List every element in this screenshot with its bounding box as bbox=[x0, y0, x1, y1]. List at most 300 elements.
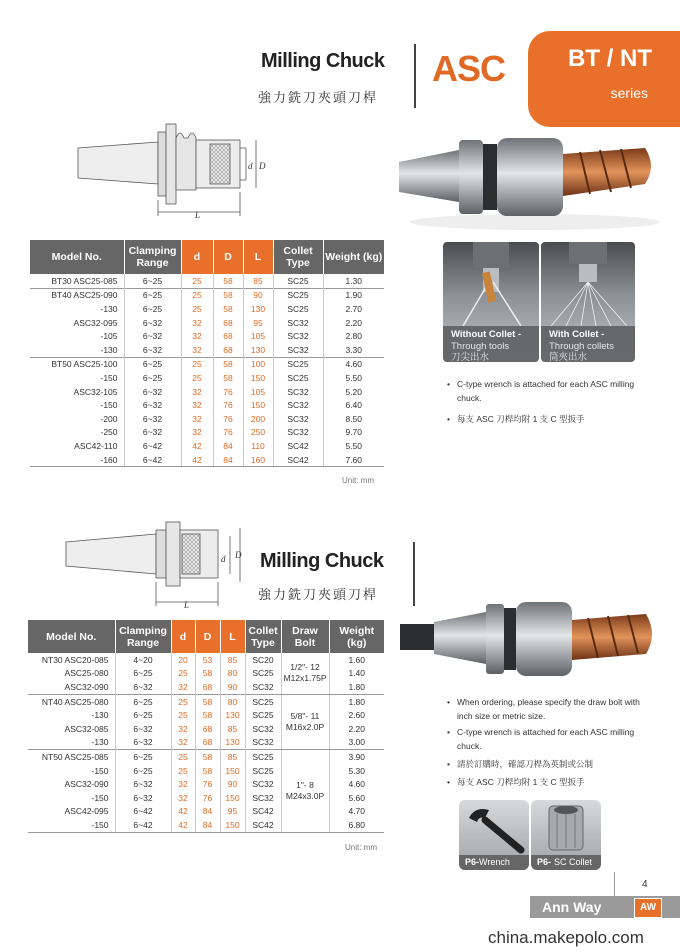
table-cell: 85 bbox=[220, 653, 245, 667]
table-cell: 90 bbox=[220, 777, 245, 791]
accessory-code: P6- bbox=[537, 857, 552, 867]
table-cell: 6~32 bbox=[115, 791, 171, 805]
th-weight: Weight (kg) bbox=[329, 620, 384, 653]
c-wrench-icon bbox=[459, 800, 529, 855]
th-collet: Collet Type bbox=[273, 240, 323, 274]
table-cell: 76 bbox=[213, 398, 243, 412]
draw-bolt-metric: M12x1.75P bbox=[283, 673, 327, 684]
series-tab bbox=[528, 31, 680, 127]
table-cell: 20 bbox=[171, 653, 195, 667]
accessory-code: P6- bbox=[465, 857, 480, 867]
nt-technical-drawing bbox=[58, 516, 258, 612]
table-cell: 68 bbox=[195, 722, 220, 736]
table-cell: -150 bbox=[28, 818, 115, 832]
draw-bolt-metric: M16x2.0P bbox=[285, 721, 325, 732]
table-cell: -130 bbox=[91, 737, 109, 748]
company-name: Ann Way bbox=[542, 899, 602, 915]
table-cell: 58 bbox=[213, 274, 243, 288]
table-row bbox=[30, 385, 384, 399]
table-cell: 130 bbox=[243, 343, 273, 357]
table-cell: 6~25 bbox=[124, 371, 181, 385]
table-cell: 3.30 bbox=[323, 343, 384, 357]
draw-bolt-inch: 1"- 8 bbox=[296, 779, 314, 790]
draw-bolt-cell bbox=[281, 750, 329, 833]
series-main: BT / NT bbox=[568, 45, 652, 72]
table-cell: 32 bbox=[181, 385, 213, 399]
table-cell: 68 bbox=[195, 736, 220, 750]
page-number: 4 bbox=[642, 879, 648, 890]
table-row bbox=[28, 750, 384, 764]
table-cell: 6~25 bbox=[115, 694, 171, 708]
table-cell: 105 bbox=[243, 329, 273, 343]
table-row bbox=[28, 818, 384, 832]
unit-label-1: Unit: mm bbox=[342, 476, 374, 485]
table-cell: SC25 bbox=[273, 302, 323, 316]
company-logo-icon: AW bbox=[634, 898, 662, 918]
table-cell: 1.30 bbox=[323, 274, 384, 288]
table-cell: 5.50 bbox=[323, 371, 384, 385]
table-cell: 105 bbox=[243, 385, 273, 399]
table-cell: 25 bbox=[181, 302, 213, 316]
table-cell: 6~25 bbox=[124, 274, 181, 288]
table-cell: 2.70 bbox=[323, 302, 384, 316]
table-cell: 68 bbox=[213, 329, 243, 343]
table-cell: 6~42 bbox=[115, 818, 171, 832]
table-cell: 200 bbox=[243, 412, 273, 426]
table-cell: 68 bbox=[213, 343, 243, 357]
table-cell: -200 bbox=[100, 413, 118, 424]
table-cell: 1.80 bbox=[329, 694, 384, 708]
table-cell: 42 bbox=[181, 453, 213, 467]
table-cell: 6~32 bbox=[115, 722, 171, 736]
table-row bbox=[28, 736, 384, 750]
table-cell: 58 bbox=[195, 750, 220, 764]
table-cell: 100 bbox=[243, 357, 273, 371]
table-cell: BT40 ASC25-090 bbox=[30, 288, 124, 302]
accessory-name: SC Collet bbox=[554, 857, 593, 867]
table-cell: ASC32-090 bbox=[64, 779, 109, 790]
table-cell: 42 bbox=[171, 805, 195, 819]
table-cell: 76 bbox=[213, 412, 243, 426]
accessory-collet-label bbox=[531, 855, 601, 870]
table-cell: 80 bbox=[220, 667, 245, 681]
sc-collet-icon bbox=[531, 800, 601, 855]
caption-line2: 筒夾出水 bbox=[549, 352, 588, 362]
table-cell: SC25 bbox=[245, 764, 281, 778]
table-cell: 58 bbox=[195, 708, 220, 722]
table-cell: 53 bbox=[195, 653, 220, 667]
table-cell: 76 bbox=[213, 426, 243, 440]
table-row bbox=[28, 791, 384, 805]
dim-D: D bbox=[235, 550, 242, 560]
table-cell: 58 bbox=[213, 288, 243, 302]
table-cell: SC42 bbox=[245, 805, 281, 819]
table-row bbox=[28, 777, 384, 791]
draw-bolt-metric: M24x3.0P bbox=[285, 790, 325, 801]
caption-line2: 刀尖出水 bbox=[451, 352, 490, 362]
table-cell: 68 bbox=[213, 316, 243, 330]
table-cell: 150 bbox=[220, 791, 245, 805]
coolant-spray-icon bbox=[541, 242, 635, 326]
th-L: L bbox=[220, 620, 245, 653]
accessory-wrench-label bbox=[459, 855, 529, 870]
table-row bbox=[28, 680, 384, 694]
note-text: When ordering, please specify the draw bolt with inch size or metric size. bbox=[457, 697, 640, 721]
table-row bbox=[28, 708, 384, 722]
table-cell: 7.60 bbox=[323, 453, 384, 467]
table-cell: 6~32 bbox=[115, 777, 171, 791]
table-cell: 6~25 bbox=[124, 302, 181, 316]
th-draw-bolt: Draw Bolt bbox=[281, 620, 329, 653]
table-cell: 6~32 bbox=[124, 343, 181, 357]
th-model: Model No. bbox=[28, 620, 115, 653]
table-cell: 130 bbox=[220, 736, 245, 750]
unit-label-2: Unit: mm bbox=[345, 843, 377, 852]
table-cell: 6~32 bbox=[124, 329, 181, 343]
note-bottom-1 bbox=[447, 695, 642, 723]
nt-chuck-photo bbox=[396, 598, 666, 684]
dim-L: L bbox=[195, 210, 201, 220]
table-cell: 150 bbox=[243, 398, 273, 412]
table-cell: 6~42 bbox=[124, 439, 181, 453]
table-cell: -130 bbox=[100, 344, 118, 355]
table-cell: BT50 ASC25-100 bbox=[30, 357, 124, 371]
caption-line1: Through collets bbox=[549, 341, 614, 352]
table-cell: 6~32 bbox=[124, 426, 181, 440]
bt-technical-drawing bbox=[70, 120, 270, 220]
table-row bbox=[28, 667, 384, 681]
table-cell: 5.60 bbox=[329, 791, 384, 805]
table-cell: NT50 ASC25-085 bbox=[28, 750, 115, 764]
section2-subtitle: 強力銑刀夾頭刀桿 bbox=[258, 588, 379, 603]
table-cell: 6~32 bbox=[115, 736, 171, 750]
section2-title: Milling Chuck bbox=[260, 550, 384, 572]
bullet-icon: • bbox=[447, 759, 450, 769]
table-cell: 42 bbox=[181, 439, 213, 453]
table-cell: NT40 ASC25-080 bbox=[28, 694, 115, 708]
table-cell: 25 bbox=[181, 274, 213, 288]
table-cell: 58 bbox=[213, 302, 243, 316]
table-cell: 25 bbox=[181, 357, 213, 371]
table-cell: 6.80 bbox=[329, 818, 384, 832]
table-row bbox=[30, 426, 384, 440]
note-text: 每支 ASC 刀桿均附 1 支 C 型扳手 bbox=[457, 777, 585, 787]
note-text: 每支 ASC 刀桿均附 1 支 C 型扳手 bbox=[457, 414, 585, 424]
table-cell: SC25 bbox=[245, 708, 281, 722]
table-cell: SC32 bbox=[245, 777, 281, 791]
table-cell: 32 bbox=[171, 680, 195, 694]
table-row bbox=[30, 439, 384, 453]
table-cell: 32 bbox=[181, 316, 213, 330]
note-bottom-2 bbox=[447, 725, 642, 753]
th-collet: Collet Type bbox=[245, 620, 281, 653]
table-cell: 85 bbox=[243, 274, 273, 288]
table-cell: 4.60 bbox=[329, 777, 384, 791]
table-cell: 32 bbox=[171, 722, 195, 736]
draw-bolt-cell bbox=[281, 694, 329, 749]
th-model: Model No. bbox=[30, 240, 124, 274]
table-cell: SC42 bbox=[273, 439, 323, 453]
table-cell: 1.40 bbox=[329, 667, 384, 681]
th-d: d bbox=[171, 620, 195, 653]
table-row bbox=[30, 302, 384, 316]
table-cell: SC32 bbox=[245, 736, 281, 750]
table-cell: SC42 bbox=[245, 818, 281, 832]
table-row bbox=[30, 274, 384, 288]
table-cell: 6~32 bbox=[124, 316, 181, 330]
table-cell: 2.60 bbox=[329, 708, 384, 722]
table-cell: 150 bbox=[220, 818, 245, 832]
table-cell: SC25 bbox=[245, 694, 281, 708]
table-cell: 6~32 bbox=[124, 385, 181, 399]
bt-chuck-photo bbox=[395, 122, 665, 232]
table-cell: 1.80 bbox=[329, 680, 384, 694]
table-row bbox=[30, 371, 384, 385]
table-cell: -160 bbox=[30, 453, 124, 467]
draw-bolt-inch: 5/8"- 11 bbox=[290, 710, 320, 721]
table-cell: 130 bbox=[220, 708, 245, 722]
table-cell: 84 bbox=[195, 818, 220, 832]
table-cell: 1.60 bbox=[329, 653, 384, 667]
table-cell: SC32 bbox=[245, 680, 281, 694]
dim-D: D bbox=[259, 161, 266, 171]
table-cell: ASC32-095 bbox=[73, 317, 118, 328]
note-bottom-3 bbox=[447, 757, 642, 771]
table-cell: -150 bbox=[91, 765, 109, 776]
table-cell: 6~32 bbox=[124, 398, 181, 412]
table-row bbox=[30, 398, 384, 412]
photo-with-collet bbox=[541, 242, 635, 362]
note-bottom-4 bbox=[447, 775, 642, 789]
table-cell: SC32 bbox=[273, 343, 323, 357]
table-cell: 5.50 bbox=[323, 439, 384, 453]
table-cell: NT30 ASC20-085 bbox=[41, 654, 109, 665]
table-cell: -130 bbox=[100, 303, 118, 314]
table-cell: 76 bbox=[195, 791, 220, 805]
table-cell: 4.70 bbox=[329, 805, 384, 819]
th-weight: Weight (kg) bbox=[323, 240, 384, 274]
table-cell: SC32 bbox=[273, 412, 323, 426]
table-cell: 6~25 bbox=[115, 750, 171, 764]
brand-asc: ASC bbox=[432, 48, 506, 89]
bullet-icon: • bbox=[447, 697, 450, 707]
table-cell: 25 bbox=[171, 764, 195, 778]
table-cell: 25 bbox=[171, 750, 195, 764]
table-cell: SC25 bbox=[245, 667, 281, 681]
note-text: C-type wrench is attached for each ASC milling chuck. bbox=[457, 379, 635, 403]
accessory-collet bbox=[531, 800, 601, 870]
table-cell: 6~25 bbox=[115, 667, 171, 681]
table-row bbox=[30, 316, 384, 330]
table-cell: 6~25 bbox=[115, 764, 171, 778]
table-cell: SC32 bbox=[245, 791, 281, 805]
table-cell: SC25 bbox=[273, 274, 323, 288]
th-D: D bbox=[195, 620, 220, 653]
caption-heading: With Collet - bbox=[549, 329, 605, 340]
caption-line1: Through tools bbox=[451, 341, 510, 352]
bullet-icon: • bbox=[447, 414, 450, 424]
table-cell: 250 bbox=[243, 426, 273, 440]
table-cell: SC20 bbox=[245, 653, 281, 667]
table-cell: -150 bbox=[100, 400, 118, 411]
table-row bbox=[30, 288, 384, 302]
table-cell: 58 bbox=[195, 667, 220, 681]
table-cell: 6~32 bbox=[124, 412, 181, 426]
table-cell: 5.20 bbox=[323, 385, 384, 399]
coolant-tool-icon bbox=[443, 242, 539, 326]
table-row bbox=[30, 412, 384, 426]
table-cell: 95 bbox=[220, 805, 245, 819]
table-cell: ASC32-090 bbox=[64, 681, 109, 692]
table-cell: 80 bbox=[220, 694, 245, 708]
th-d: d bbox=[181, 240, 213, 274]
table-cell: 25 bbox=[181, 288, 213, 302]
caption-with-collet bbox=[541, 326, 635, 362]
table-cell: SC32 bbox=[273, 329, 323, 343]
table-cell: 25 bbox=[171, 694, 195, 708]
caption-heading: Without Collet - bbox=[451, 329, 522, 340]
table-cell: 42 bbox=[171, 818, 195, 832]
table-cell: 32 bbox=[171, 791, 195, 805]
bullet-icon: • bbox=[447, 379, 450, 389]
table-cell: ASC32-085 bbox=[64, 723, 109, 734]
table-cell: 32 bbox=[181, 412, 213, 426]
table-cell: 90 bbox=[220, 680, 245, 694]
table-cell: 6~25 bbox=[115, 708, 171, 722]
table-cell: 58 bbox=[213, 357, 243, 371]
table-row bbox=[30, 453, 384, 467]
th-clamping: Clamping Range bbox=[124, 240, 181, 274]
caption-without-collet bbox=[443, 326, 539, 362]
photo-without-collet bbox=[443, 242, 539, 362]
table-cell: -150 bbox=[100, 372, 118, 383]
page-subtitle: 強力銑刀夾頭刀桿 bbox=[258, 91, 379, 106]
dim-d: d bbox=[248, 161, 253, 171]
table-cell: 130 bbox=[243, 302, 273, 316]
table-cell: 2.20 bbox=[329, 722, 384, 736]
draw-bolt-cell bbox=[281, 653, 329, 694]
note-top-2 bbox=[447, 412, 637, 426]
section2-divider bbox=[413, 542, 415, 606]
th-L: L bbox=[243, 240, 273, 274]
table-cell: ASC42-110 bbox=[74, 440, 118, 451]
table-cell: SC32 bbox=[273, 398, 323, 412]
table-cell: 2.20 bbox=[323, 316, 384, 330]
table-cell: 6~42 bbox=[124, 453, 181, 467]
table-cell: 95 bbox=[243, 316, 273, 330]
table-cell: 58 bbox=[213, 371, 243, 385]
table-cell: 160 bbox=[243, 453, 273, 467]
table-cell: SC25 bbox=[273, 371, 323, 385]
table-cell: 3.90 bbox=[329, 750, 384, 764]
table-cell: 6~25 bbox=[124, 357, 181, 371]
table-cell: 4.60 bbox=[323, 357, 384, 371]
dim-d: d bbox=[221, 554, 226, 564]
table-row bbox=[30, 357, 384, 371]
table-row bbox=[28, 722, 384, 736]
footer-bar bbox=[530, 896, 680, 918]
bullet-icon: • bbox=[447, 727, 450, 737]
note-text: 請於訂購時，確認刀桿為英制或公制 bbox=[457, 759, 594, 769]
spec-table-nt bbox=[28, 620, 384, 833]
table-cell: 76 bbox=[213, 385, 243, 399]
table-cell: ASC42-095 bbox=[64, 806, 109, 817]
table-cell: 32 bbox=[181, 398, 213, 412]
watermark: china.makepolo.com bbox=[488, 928, 644, 947]
table-cell: 6.40 bbox=[323, 398, 384, 412]
table-cell: BT30 ASC25-085 bbox=[51, 275, 118, 286]
table-cell: 32 bbox=[181, 426, 213, 440]
th-D: D bbox=[213, 240, 243, 274]
accessory-wrench bbox=[459, 800, 529, 870]
table-cell: 68 bbox=[195, 680, 220, 694]
table-cell: 1.90 bbox=[323, 288, 384, 302]
table-cell: SC32 bbox=[273, 426, 323, 440]
note-text: C-type wrench is attached for each ASC milling chuck. bbox=[457, 727, 635, 751]
table-row bbox=[28, 694, 384, 708]
table-row bbox=[30, 343, 384, 357]
table-row bbox=[30, 329, 384, 343]
table-cell: 6~32 bbox=[115, 680, 171, 694]
table-row bbox=[28, 805, 384, 819]
table-cell: SC42 bbox=[273, 453, 323, 467]
table-cell: 6~42 bbox=[115, 805, 171, 819]
table-row bbox=[28, 653, 384, 667]
table-cell: -150 bbox=[91, 792, 109, 803]
note-top-1 bbox=[447, 377, 637, 405]
table-cell: 3.00 bbox=[329, 736, 384, 750]
spec-table-bt bbox=[30, 240, 384, 467]
table-cell: 85 bbox=[220, 722, 245, 736]
dim-L: L bbox=[184, 600, 190, 610]
table-cell: 84 bbox=[195, 805, 220, 819]
table-cell: 2.80 bbox=[323, 329, 384, 343]
table-cell: 8.50 bbox=[323, 412, 384, 426]
table-cell: SC32 bbox=[273, 316, 323, 330]
table-cell: 32 bbox=[171, 777, 195, 791]
table-cell: SC32 bbox=[245, 722, 281, 736]
table-cell: ASC25-080 bbox=[64, 668, 109, 679]
table-cell: SC32 bbox=[273, 385, 323, 399]
table-cell: 58 bbox=[195, 764, 220, 778]
table-cell: 150 bbox=[220, 764, 245, 778]
accessory-name: Wrench bbox=[479, 857, 510, 867]
table-row bbox=[28, 764, 384, 778]
table-cell: -105 bbox=[100, 331, 118, 342]
table-cell: 4~20 bbox=[115, 653, 171, 667]
table-cell: -250 bbox=[100, 427, 118, 438]
bullet-icon: • bbox=[447, 777, 450, 787]
table-cell: 32 bbox=[181, 329, 213, 343]
draw-bolt-inch: 1/2"- 12 bbox=[290, 662, 320, 673]
table-cell: -130 bbox=[91, 710, 109, 721]
table-cell: ASC32-105 bbox=[73, 386, 118, 397]
th-clamping: Clamping Range bbox=[115, 620, 171, 653]
table-cell: 85 bbox=[220, 750, 245, 764]
table-cell: 25 bbox=[181, 371, 213, 385]
table-cell: 9.70 bbox=[323, 426, 384, 440]
table-cell: 32 bbox=[181, 343, 213, 357]
footer-rule bbox=[614, 872, 615, 896]
table-cell: 84 bbox=[213, 453, 243, 467]
table-cell: SC25 bbox=[245, 750, 281, 764]
table-cell: SC25 bbox=[273, 288, 323, 302]
series-sub: series bbox=[610, 85, 648, 101]
table-cell: 32 bbox=[171, 736, 195, 750]
table-cell: 110 bbox=[243, 439, 273, 453]
table-cell: 25 bbox=[171, 667, 195, 681]
table-cell: 76 bbox=[195, 777, 220, 791]
